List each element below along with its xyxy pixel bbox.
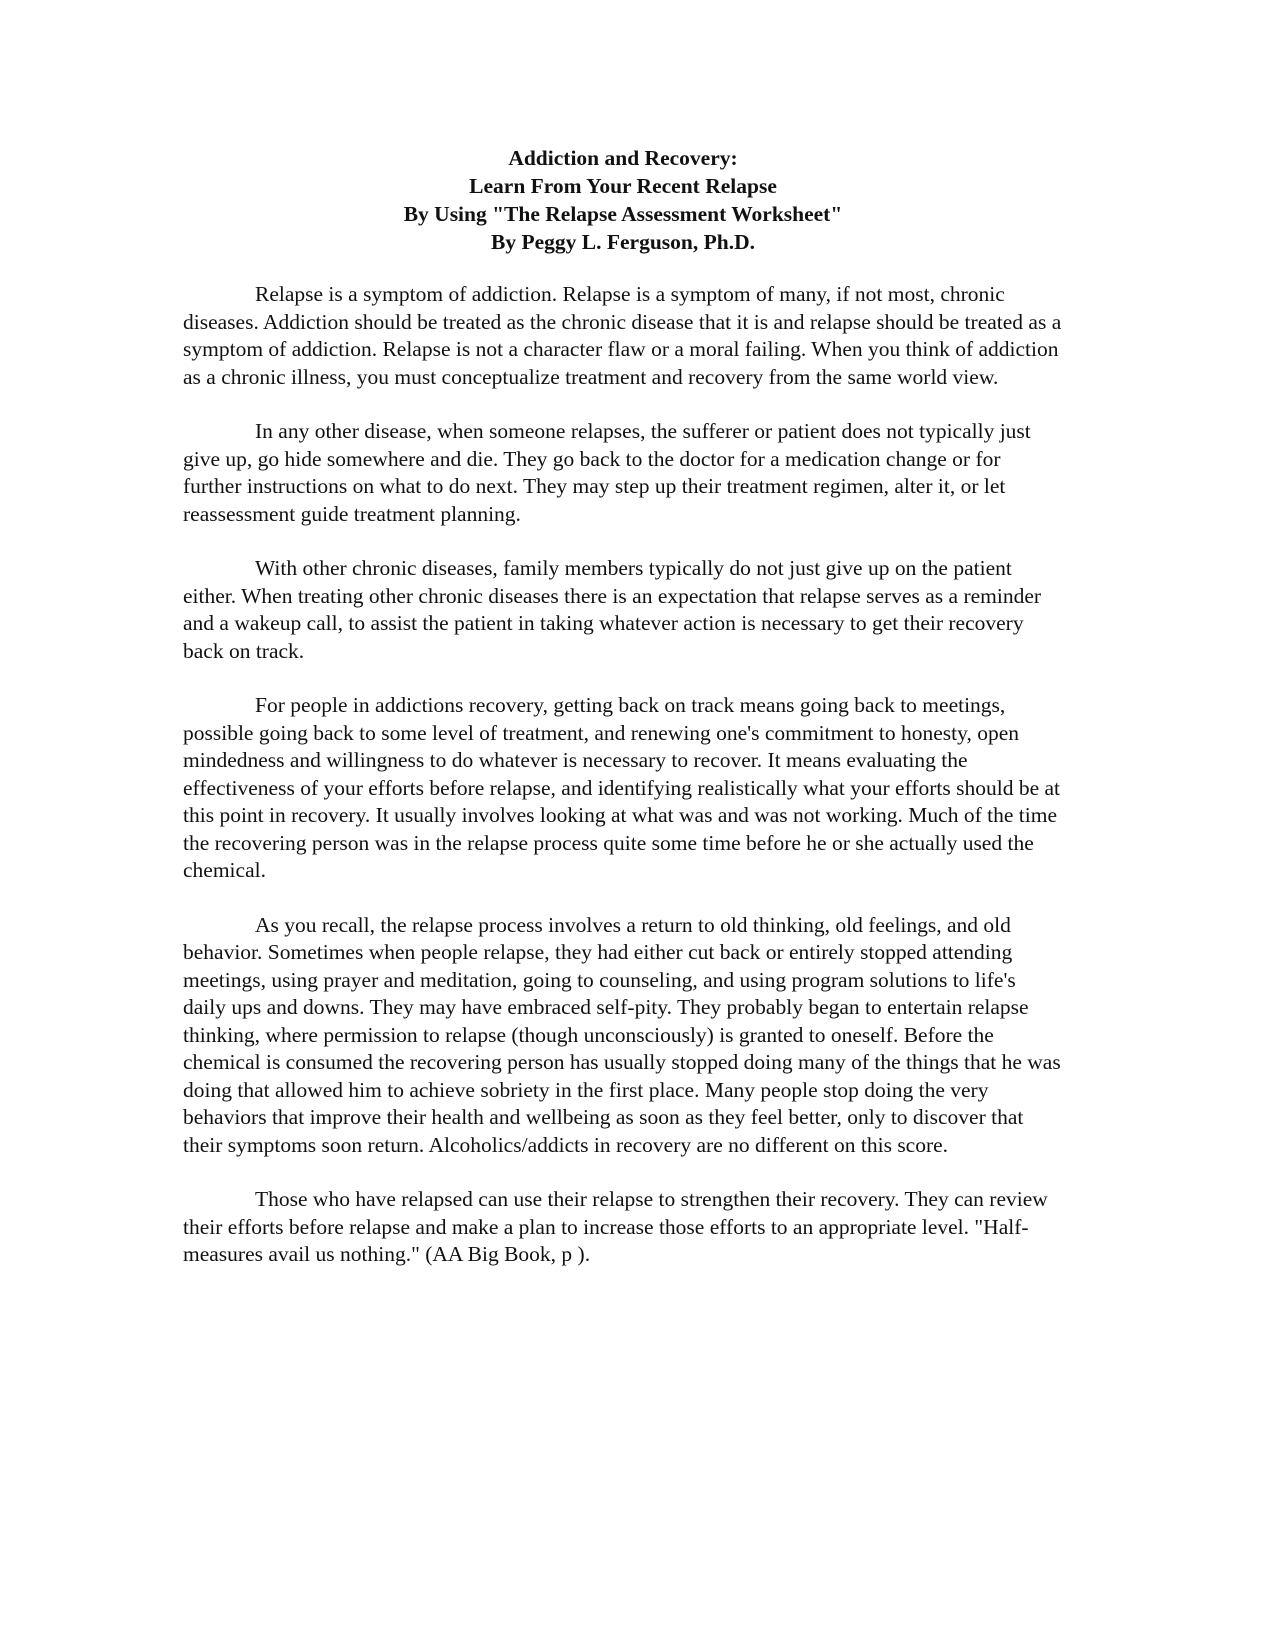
title-line-subtitle: Learn From Your Recent Relapse bbox=[469, 174, 777, 198]
document-page bbox=[183, 144, 1063, 1296]
paragraph-6: Those who have relapsed can use their relapse to strengthen their recovery. They can review their efforts before relapse and make a plan to increase those efforts to an appropriate level. "Half-measures avail us nothing." (AA Big Book, p ). bbox=[183, 1187, 1048, 1266]
title-line-author: By Peggy L. Ferguson, Ph.D. bbox=[491, 230, 755, 254]
title-line-heading: Addiction and Recovery: bbox=[508, 146, 738, 170]
paragraph-4: For people in addictions recovery, getting back on track means going back to meetings, possible going back to some level of treatment, and renewing one's commitment to honesty, open mindedness and willingness to do whatever is necessary to recover. It means evaluating the effectiveness of your efforts before relapse, and identifying realistically what your efforts should be at this point in recovery. It usually involves looking at what was and was not working. Much of the time the recovering person was in the relapse process quite some time before he or she actually used the chemical. bbox=[183, 693, 1061, 882]
title-line-worksheet: By Using "The Relapse Assessment Worksheet" bbox=[403, 202, 843, 226]
paragraph-2: In any other disease, when someone relapses, the sufferer or patient does not typically just give up, go hide somewhere and die. They go back to the doctor for a medication change or for further instructions on what to do next. They may step up their treatment regimen, alter it, or let reassessment guide treatment planning. bbox=[183, 419, 1031, 526]
paragraph-3: With other chronic diseases, family members typically do not just give up on the patient either. When treating other chronic diseases there is an expectation that relapse serves as a reminder and a wakeup call, to assist the patient in taking whatever action is necessary to get their recovery back on track. bbox=[183, 556, 1042, 663]
document-title bbox=[183, 144, 1063, 256]
paragraph-1: Relapse is a symptom of addiction. Relapse is a symptom of many, if not most, chronic diseases. Addiction should be treated as the chronic disease that it is and relapse should be treated as a symptom of addiction. Relapse is not a character flaw or a moral failing. When you think of addiction as a chronic illness, you must conceptualize treatment and recovery from the same world view. bbox=[183, 282, 1062, 389]
paragraph-5: As you recall, the relapse process involves a return to old thinking, old feelings, and old behavior. Sometimes when people relapse, they had either cut back or entirely stopped attending meetings, using prayer and meditation, going to counseling, and using program solutions to life's daily ups and downs. They may have embraced self-pity. They probably began to entertain relapse thinking, where permission to relapse (though unconsciously) is granted to oneself. Before the chemical is consumed the recovering person has usually stopped doing many of the things that he was doing that allowed him to achieve sobriety in the first place. Many people stop doing the very behaviors that improve their health and wellbeing as soon as they feel better, only to discover that their symptoms soon return. Alcoholics/addicts in recovery are no different on this score. bbox=[183, 912, 1061, 1157]
